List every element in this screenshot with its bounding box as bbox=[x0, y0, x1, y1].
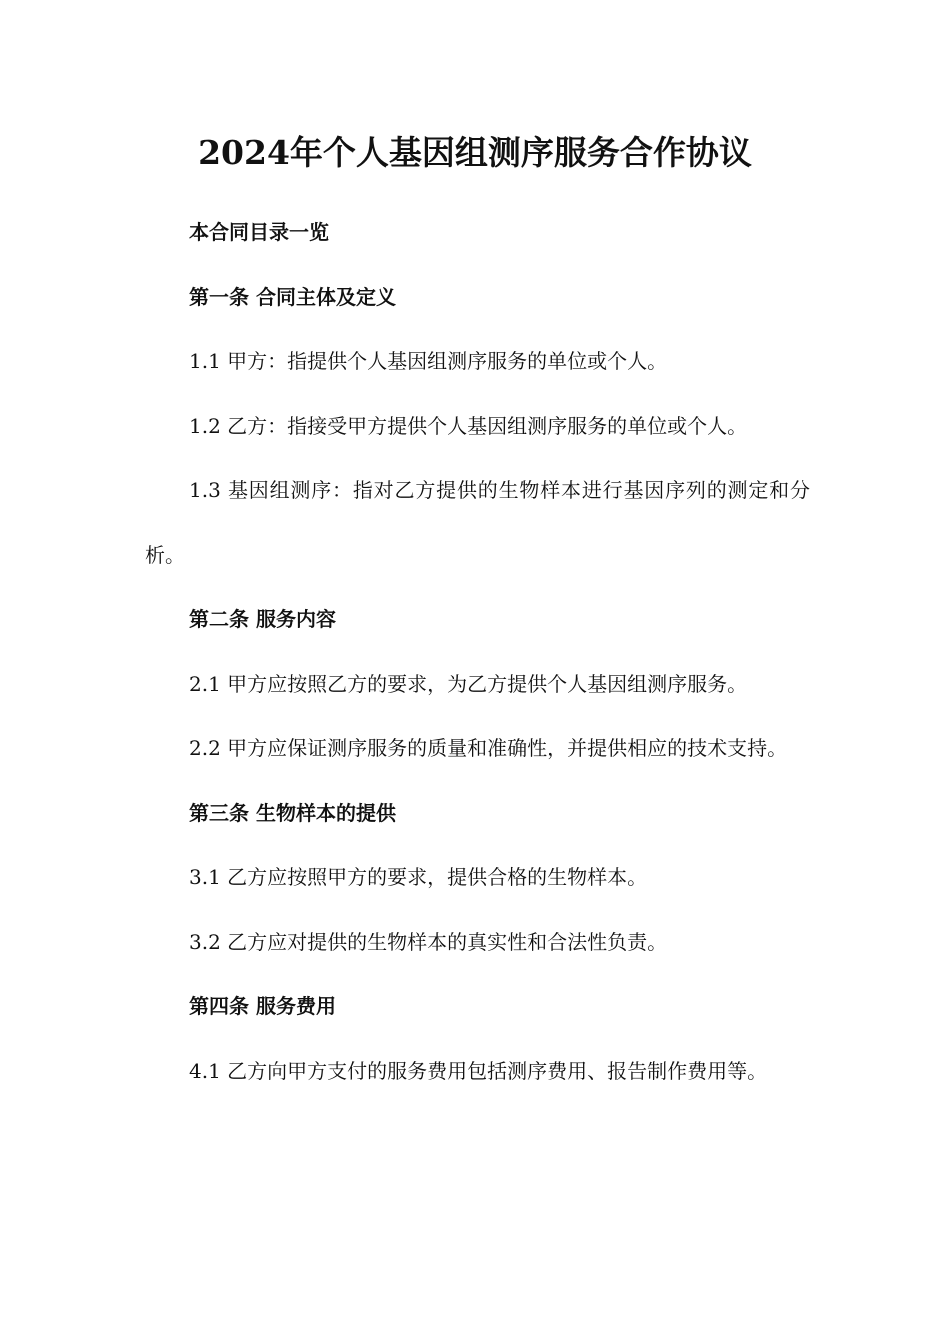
section-heading-4: 第四条 服务费用 bbox=[189, 994, 336, 1018]
clause-1-2: 1.2 乙方：指接受甲方提供个人基因组测序服务的单位或个人。 bbox=[189, 413, 748, 438]
clause-3-2: 3.2 乙方应对提供的生物样本的真实性和合法性负责。 bbox=[189, 929, 668, 954]
clause-1-3: 1.3 基因组测序：指对乙方提供的生物样本进行基因序列的测定和分析。 bbox=[145, 478, 810, 567]
clause-1-1: 1.1 甲方：指提供个人基因组测序服务的单位或个人。 bbox=[189, 349, 668, 373]
document-title: 2024年个人基因组测序服务合作协议 bbox=[198, 133, 752, 172]
document-body bbox=[145, 200, 810, 1103]
clause-2-1: 2.1 甲方应按照乙方的要求，为乙方提供个人基因组测序服务。 bbox=[189, 671, 748, 696]
section-heading-2: 第二条 服务内容 bbox=[189, 607, 336, 631]
toc-heading: 本合同目录一览 bbox=[189, 220, 329, 244]
clause-3-1: 3.1 乙方应按照甲方的要求，提供合格的生物样本。 bbox=[189, 865, 648, 889]
section-heading-1: 第一条 合同主体及定义 bbox=[189, 284, 396, 309]
section-heading-3: 第三条 生物样本的提供 bbox=[189, 800, 396, 825]
clause-4-1: 4.1 乙方向甲方支付的服务费用包括测序费用、报告制作费用等。 bbox=[189, 1058, 768, 1083]
clause-2-2: 2.2 甲方应保证测序服务的质量和准确性，并提供相应的技术支持。 bbox=[189, 736, 788, 760]
